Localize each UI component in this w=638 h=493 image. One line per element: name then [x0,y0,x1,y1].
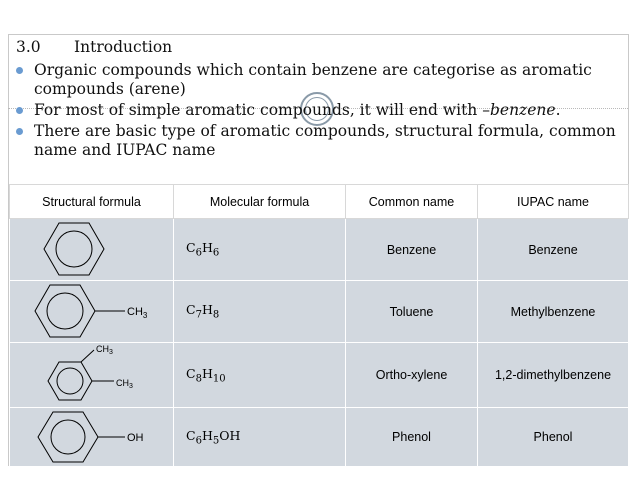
structure-toluene [10,281,174,343]
common-name: Ortho-xylene [346,343,478,408]
section-number: 3.0 [16,38,41,56]
iupac-name: 1,2-dimethylbenzene [478,343,629,408]
header-common: Common name [346,185,478,219]
substituent-label: OH [127,432,144,444]
bullet-dot-icon [16,128,23,135]
formula-text: $C_6H_6$ [186,240,220,259]
bullet-text: There are basic type of aromatic compounds, structural formula, common name and IUPAC name [34,122,616,159]
section-title: Introduction [74,38,173,56]
bullet-suffix: . [555,101,561,119]
phenol-ring-icon [10,408,174,466]
bullet-emphasis: benzene [489,101,556,119]
formula-text: $C_7H_8$ [186,302,220,321]
structure-ortho-xylene [10,343,174,408]
substituent-label: $CH_3$ [127,306,148,320]
aromatic-compounds-table [9,184,629,467]
toluene-ring-icon [10,281,174,342]
iupac-name: Methylbenzene [478,281,629,343]
header-structural: Structural formula [10,185,174,219]
table-row [10,408,629,467]
table-row [10,219,629,281]
formula-text: $C_8H_{10}$ [186,365,226,385]
common-name: Benzene [346,219,478,281]
xylene-ring-icon [10,343,174,407]
bullet-item [16,122,616,160]
molecular-formula [174,219,346,281]
iupac-name: Benzene [478,219,629,281]
section-heading [16,38,172,56]
bullet-item [16,61,616,99]
substituent-label: $CH_3$ [96,344,113,356]
bullet-dot-icon [16,107,23,114]
header-molecular: Molecular formula [174,185,346,219]
header-iupac: IUPAC name [478,185,629,219]
iupac-name: Phenol [478,408,629,467]
table-row [10,281,629,343]
common-name: Phenol [346,408,478,467]
common-name: Toluene [346,281,478,343]
formula-text: $C_6H_5OH$ [186,427,241,447]
structure-phenol [10,408,174,467]
bullet-list [16,61,616,162]
bullet-text: For most of simple aromatic compounds, it will end with – [34,101,490,119]
bullet-dot-icon [16,67,23,74]
molecular-formula [174,281,346,343]
benzene-ring-icon [10,219,174,280]
table-header-row [10,185,629,219]
molecular-formula [174,408,346,467]
table-row [10,343,629,408]
substituent-label: $CH_3$ [116,378,133,390]
bullet-text: Organic compounds which contain benzene are categorise as aromatic compounds (arene) [34,61,592,98]
structure-benzene [10,219,174,281]
bullet-item [16,101,616,120]
molecular-formula [174,343,346,408]
